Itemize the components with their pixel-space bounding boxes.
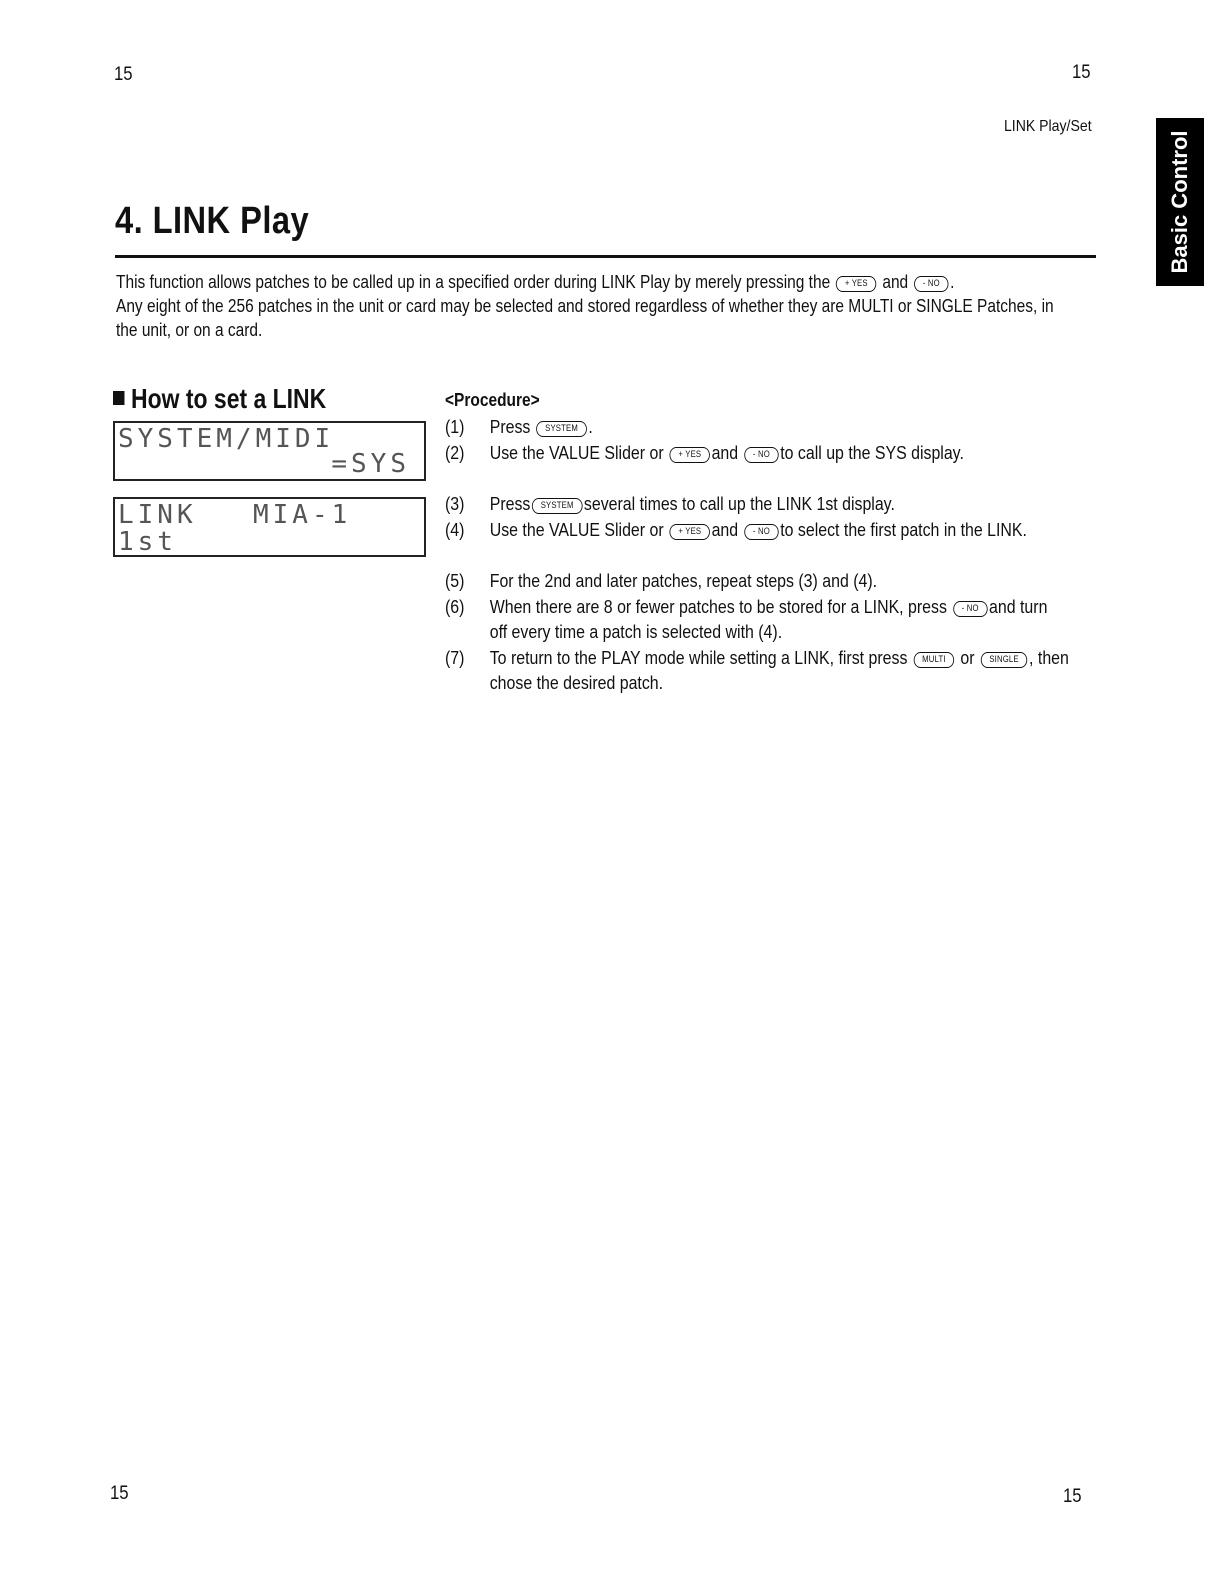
no-key-icon: - NO [744, 447, 778, 463]
side-tab [1156, 118, 1204, 286]
system-key-icon: SYSTEM [532, 498, 582, 514]
step-number: (7) [445, 647, 465, 668]
step-7 [445, 645, 1081, 695]
single-key-icon: SINGLE [981, 652, 1028, 668]
page-number-bottom-right: 15 [1063, 1486, 1082, 1507]
step-text: Press [489, 416, 531, 437]
step-number: (2) [445, 442, 465, 463]
lcd2-line1-left: LINK [118, 500, 197, 530]
step-number: (5) [445, 570, 465, 591]
intro-text-1: This function allows patches to be called up in a specified order during LINK Play by merely pressing the [116, 272, 831, 292]
lcd-display-link [113, 497, 426, 557]
section-title: 4. LINK Play [115, 200, 310, 242]
step-text: and [711, 519, 739, 540]
step-text: or [960, 647, 975, 668]
step-1 [445, 414, 1099, 439]
step-text: to call up the SYS display. [780, 442, 964, 463]
page-number-top-left: 15 [114, 64, 133, 85]
side-tab-label: Basic Control [1167, 130, 1192, 274]
procedure-label: <Procedure> [445, 390, 540, 410]
step-text: To return to the PLAY mode while setting a LINK, first press [489, 647, 908, 668]
intro-paragraph: This function allows patches to be called up in a specified order during LINK Play by merely pressing the + YES and - NO . Any eight of the 256 patches in the unit or card may be selected and stored regardless of whether they are MULTI or SINGLE Patches, in the unit, or on a card. [116, 270, 1088, 342]
title-rule [115, 255, 1096, 258]
intro-text-2: Any eight of the 256 patches in the unit or card may be selected and stored regardless of whether they are MULTI or SINGLE Patches, in the unit, or on a card. [116, 296, 1054, 340]
yes-key-icon: + YES [836, 276, 876, 292]
running-header: LINK Play/Set [1004, 118, 1092, 135]
step-6 [445, 594, 1064, 644]
lcd2-line1-right: MIA-1 [253, 500, 352, 530]
lcd1-line1: SYSTEM/MIDI [118, 424, 335, 454]
page-number-top-right: 15 [1072, 62, 1091, 83]
step-3 [445, 491, 1099, 516]
step-text: , then chose the desired patch. [489, 647, 1069, 693]
step-text: Use the VALUE Slider or [489, 442, 664, 463]
system-key-icon: SYSTEM [537, 421, 587, 437]
step-text: For the 2nd and later patches, repeat steps (3) and (4). [489, 570, 878, 591]
step-text: to select the first patch in the LINK. [780, 519, 1027, 540]
step-2 [445, 440, 1099, 465]
step-number: (3) [445, 493, 465, 514]
no-key-icon: - NO [744, 524, 778, 540]
yes-key-icon: + YES [670, 524, 710, 540]
step-text: . [588, 416, 593, 437]
multi-key-icon: MULTI [914, 652, 955, 668]
lcd1-line2: =SYS [331, 449, 410, 479]
no-key-icon: - NO [953, 601, 987, 617]
step-number: (6) [445, 596, 465, 617]
lcd2-line2: 1st [118, 527, 177, 557]
yes-key-icon: + YES [670, 447, 710, 463]
bullet-square-icon [113, 391, 124, 405]
page-number-bottom-left: 15 [110, 1483, 129, 1504]
step-text: Press [489, 493, 531, 514]
subsection-title: How to set a LINK [131, 383, 327, 414]
step-text: several times to call up the LINK 1st display. [583, 493, 895, 514]
intro-and: and [882, 272, 909, 292]
subsection-heading [113, 383, 326, 415]
step-text: Use the VALUE Slider or [489, 519, 664, 540]
step-text: and turn off every time a patch is selected with (4). [489, 596, 1048, 642]
step-text: When there are 8 or fewer patches to be stored for a LINK, press [489, 596, 947, 617]
lcd-display-system-midi [113, 421, 426, 481]
step-text: and [711, 442, 739, 463]
step-4 [445, 517, 1064, 542]
no-key-icon: - NO [914, 276, 948, 292]
step-5 [445, 568, 1099, 593]
step-number: (1) [445, 416, 465, 437]
step-number: (4) [445, 519, 465, 540]
